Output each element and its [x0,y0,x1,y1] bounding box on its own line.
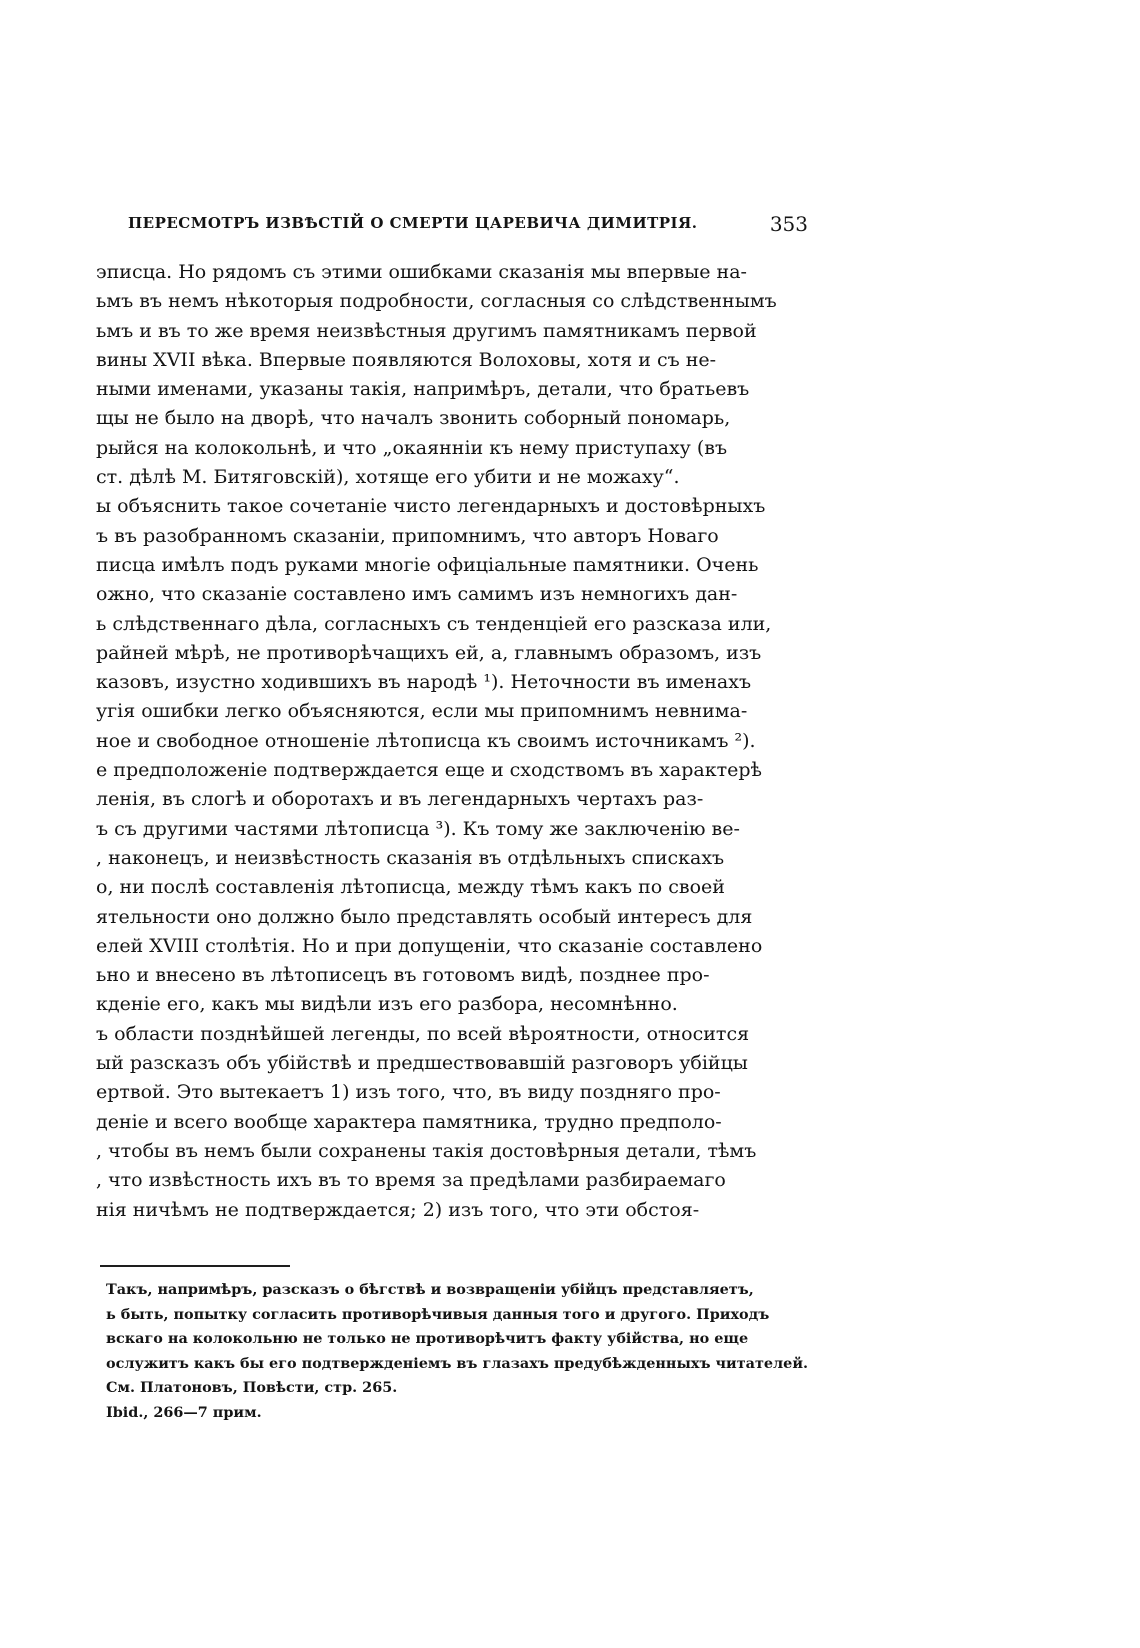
text-line: ъ области позднѣйшей легенды, по всей вѣроятности, относится [96,1022,750,1045]
text-line: щы не было на дворѣ, что началъ звонить соборный пономарь, [96,407,731,430]
text-line: , что извѣстность ихъ въ то время за предѣлами разбираемаго [96,1169,726,1192]
footnote-line: ь быть, попытку согласить противорѣчивыя данныя того и другого. Приходъ [106,1305,770,1323]
text-line: ьно и внесено въ лѣтописецъ въ готовомъ видѣ, позднее про- [96,964,710,987]
text-line: деніе и всего вообще характера памятника, трудно предполо- [96,1110,722,1133]
running-title: ПЕРЕСМОТРЪ ИЗВѢСТІЙ О СМЕРТИ ЦАРЕВИЧА ДИМИТРІЯ. [128,214,698,232]
text-line: ожно, что сказаніе составлено имъ самимъ изъ немногихъ дан- [96,583,738,606]
text-line: ьмъ въ немъ нѣкоторыя подробности, согласныя со слѣдственнымъ [96,290,777,313]
text-line: ый разсказъ объ убійствѣ и предшествовавшій разговоръ убійцы [96,1052,748,1075]
text-line: ертвой. Это вытекаетъ 1) изъ того, что, въ виду поздняго про- [96,1081,721,1104]
text-line: кденіе его, какъ мы видѣли изъ его разбора, несомнѣнно. [96,993,678,1016]
text-line: ьмъ и въ то же время неизвѣстныя другимъ памятникамъ первой [96,319,757,342]
text-line: , наконецъ, и неизвѣстность сказанія въ отдѣльныхъ спискахъ [96,846,725,869]
text-line: нія ничѣмъ не подтверждается; 2) изъ того, что эти обстоя- [96,1198,700,1221]
text-line: е предположеніе подтверждается еще и сходствомъ въ характерѣ [96,759,762,782]
text-line: елей XVIII столѣтія. Но и при допущеніи, что сказаніе составлено [96,934,763,957]
text-line: , чтобы въ немъ были сохранены такія достовѣрныя детали, тѣмъ [96,1139,757,1162]
footnote-line: ослужитъ какъ бы его подтвержденіемъ въ глазахъ предубѣжденныхъ читателей. [106,1354,808,1372]
text-line: ное и свободное отношеніе лѣтописца къ своимъ источникамъ ²). [96,729,756,752]
footnote-line: Такъ, напримѣръ, разсказъ о бѣгствѣ и возвращеніи убійцъ представляетъ, [106,1281,754,1298]
text-line: ы объяснить такое сочетаніе чисто легендарныхъ и достовѣрныхъ [96,495,766,518]
text-line: ными именами, указаны такія, напримѣръ, детали, что братьевъ [96,378,750,401]
text-line: райней мѣрѣ, не противорѣчащихъ ей, а, главнымъ образомъ, изъ [96,641,762,664]
text-line: ь слѣдственнаго дѣла, согласныхъ съ тенденціей его разсказа или, [96,612,772,635]
text-line: ст. дѣлѣ М. Битяговскій), хотяще его убити и не можаху“. [96,466,680,489]
text-line: ятельности оно должно было представлять особый интересъ для [96,905,753,928]
footnote-separator [100,1265,290,1267]
footnotes [106,1278,808,1426]
body-text [96,258,808,1225]
page-number: 353 [769,212,808,236]
text-line: рыйся на колокольнѣ, и что „окаянніи къ нему приступаху (въ [96,436,728,459]
text-line: писца имѣлъ подъ руками многіе офиціальные памятники. Очень [96,553,759,576]
footnote-line: вскаго на колокольню не только не противорѣчитъ факту убійства, но еще [106,1330,749,1348]
text-line: ъ съ другими частями лѣтописца ³). Къ тому же заключенію ве- [96,817,740,840]
footnote-line: См. Платоновъ, Повѣсти, стр. 265. [106,1379,398,1397]
text-line: вины XVII вѣка. Впервые появляются Волоховы, хотя и съ не- [96,348,717,371]
text-line: угія ошибки легко объясняются, если мы припомнимъ невнима- [96,700,748,723]
text-line: эписца. Но рядомъ съ этими ошибками сказанія мы впервые на- [96,261,747,283]
text-line: ленія, въ слогѣ и оборотахъ и въ легендарныхъ чертахъ раз- [96,788,704,811]
text-line: ъ въ разобранномъ сказаніи, припомнимъ, что авторъ Новаго [96,524,719,547]
page-header [128,212,808,236]
footnote-line: Ibid., 266—7 прим. [106,1403,262,1421]
text-line: о, ни послѣ составленія лѣтописца, между тѣмъ какъ по своей [96,876,725,899]
text-line: казовъ, изустно ходившихъ въ народѣ ¹). Неточности въ именахъ [96,671,752,694]
